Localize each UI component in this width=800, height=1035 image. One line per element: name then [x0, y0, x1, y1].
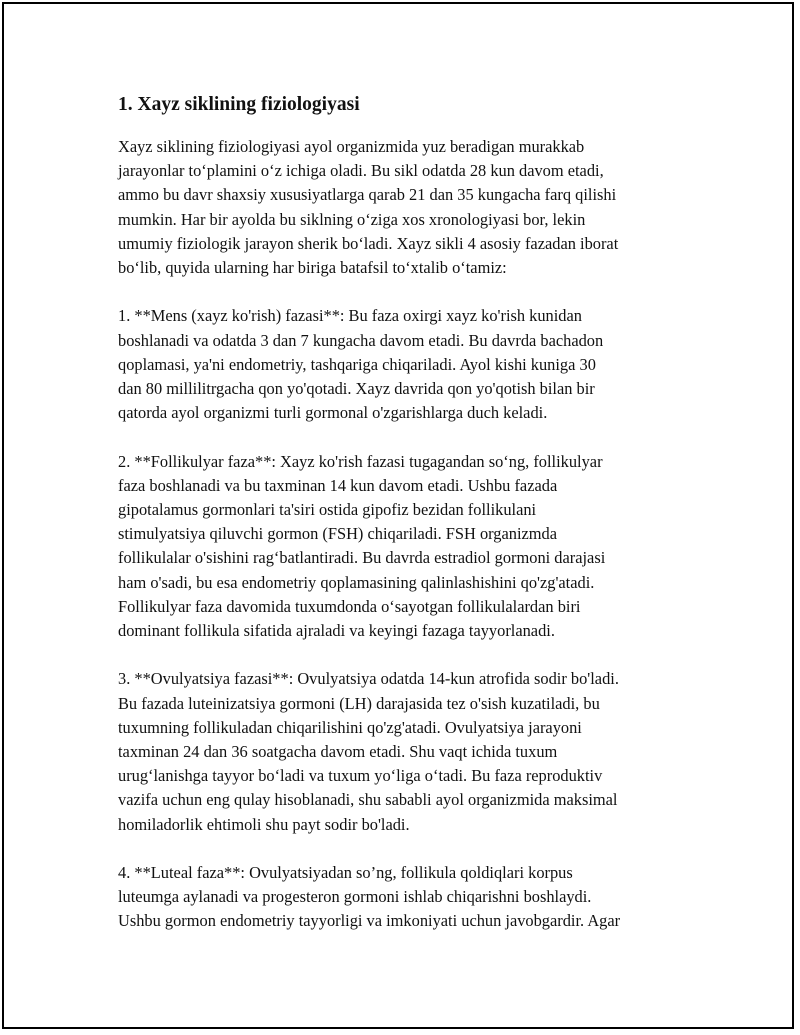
text-line: 3. **Ovulyatsiya fazasi**: Ovulyatsiya odatda 14-kun atrofida sodir bo'ladi. [118, 669, 619, 689]
text-line: 1. **Mens (xayz ko'rish) fazasi**: Bu faza oxirgi xayz ko'rish kunidan [118, 306, 582, 326]
text-line: vazifa uchun eng qulay hisoblanadi, shu sababli ayol organizmida maksimal [118, 790, 618, 810]
text-line: Bu fazada luteinizatsiya gormoni (LH) darajasida tez o'sish kuzatiladi, bu [118, 693, 600, 713]
text-line: Ushbu gormon endometriy tayyorligi va imkoniyati uchun javobgardir. Agar [118, 911, 621, 931]
text-line: bo‘lib, quyida ularning har biriga batafsil to‘xtalib o‘tamiz: [118, 258, 507, 278]
section-heading: 1. Xayz siklining fiziologiyasi [118, 94, 360, 115]
intro-paragraph [118, 135, 688, 280]
follicular-phase-paragraph [118, 450, 688, 644]
text-line: qatorda ayol organizmi turli gormonal o'zgarishlarga duch keladi. [118, 403, 548, 423]
text-line: gipotalamus gormonlari ta'siri ostida gipofiz bezidan follikulani [118, 500, 537, 520]
text-line: taxminan 24 dan 36 soatgacha davom etadi. Shu vaqt ichida tuxum [118, 742, 558, 762]
text-line: urug‘lanishga tayyor bo‘ladi va tuxum yo‘liga o‘tadi. Bu faza reproduktiv [118, 766, 603, 786]
text-line: qoplamasi, ya'ni endometriy, tashqariga chiqariladi. Ayol kishi kuniga 30 [118, 354, 596, 374]
text-line: mumkin. Har bir ayolda bu siklning o‘ziga xos xronologiyasi bor, lekin [118, 209, 586, 229]
text-line: boshlanadi va odatda 3 dan 7 kungacha davom etadi. Bu davrda bachadon [118, 330, 604, 350]
text-line: 2. **Follikulyar faza**: Xayz ko'rish fazasi tugagandan so‘ng, follikulyar [118, 451, 603, 471]
text-line: tuxumning follikuladan chiqarilishini qo'zg'atadi. Ovulyatsiya jarayoni [118, 717, 582, 737]
text-line: umumiy fiziologik jarayon sherik bo‘ladi. Xayz sikli 4 asosiy fazadan iborat [118, 233, 619, 253]
text-line: homiladorlik ehtimoli shu payt sodir bo'ladi. [118, 814, 410, 834]
text-line: luteumga aylanadi va progesteron gormoni ishlab chiqarishni boshlaydi. [118, 887, 592, 907]
text-line: jarayonlar to‘plamini o‘z ichiga oladi. Bu sikl odatda 28 kun davom etadi, [118, 161, 604, 181]
text-line: 4. **Luteal faza**: Ovulyatsiyadan so’ng, follikula qoldiqlari korpus [118, 863, 573, 883]
text-line: ham o'sadi, bu esa endometriy qoplamasining qalinlashishini qo'zg'atadi. [118, 572, 595, 592]
text-line: dominant follikula sifatida ajraladi va keyingi fazaga tayyorlanadi. [118, 621, 555, 641]
document-body [118, 92, 688, 958]
menstrual-phase-paragraph [118, 304, 688, 425]
text-line: stimulyatsiya qiluvchi gormon (FSH) chiqariladi. FSH organizmda [118, 524, 558, 544]
text-line: dan 80 millilitrgacha qon yo'qotadi. Xayz davrida qon yo'qotish bilan bir [118, 379, 595, 399]
text-line: Follikulyar faza davomida tuxumdonda o‘sayotgan follikulalardan biri [118, 596, 581, 616]
text-line: Xayz siklining fiziologiyasi ayol organizmida yuz beradigan murakkab [118, 137, 585, 156]
ovulation-phase-paragraph [118, 667, 688, 836]
text-line: follikulalar o'sishini rag‘batlantiradi. Bu davrda estradiol gormoni darajasi [118, 548, 606, 568]
text-line: faza boshlanadi va bu taxminan 14 kun davom etadi. Ushbu fazada [118, 475, 558, 495]
text-line: ammo bu davr shaxsiy xususiyatlarga qarab 21 dan 35 kungacha farq qilishi [118, 185, 617, 205]
luteal-phase-paragraph [118, 861, 688, 934]
